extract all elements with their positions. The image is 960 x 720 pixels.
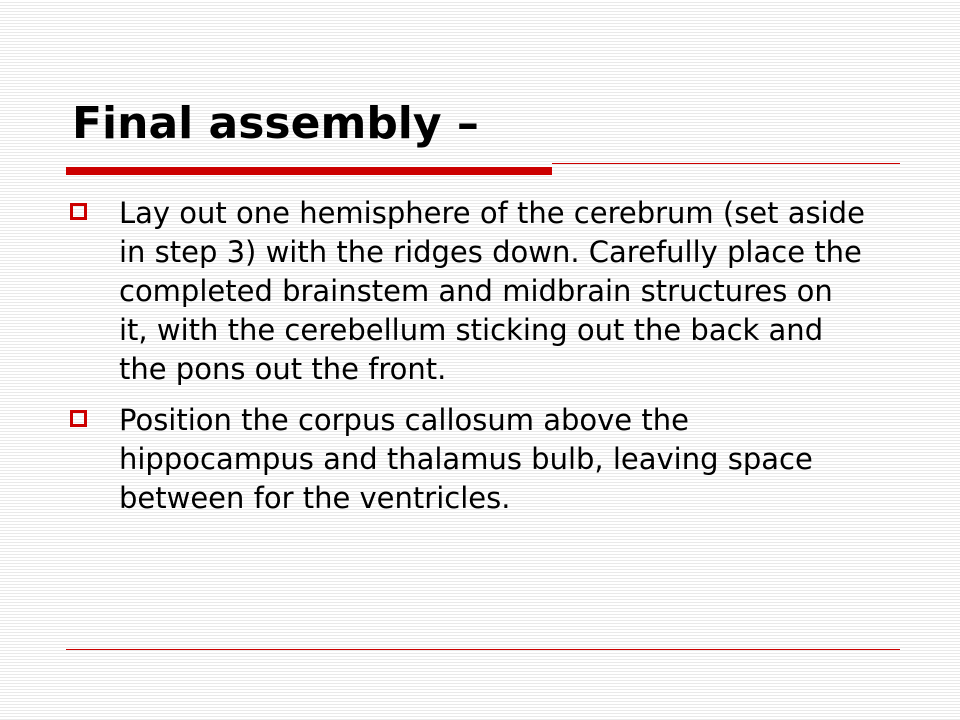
slide-title-dash: – [456, 98, 479, 149]
footer-divider-line [66, 649, 900, 650]
hollow-square-bullet-icon [70, 410, 87, 427]
hollow-square-bullet-icon [70, 203, 87, 220]
bullet-item [66, 401, 866, 518]
slide-title-text: Final assembly [72, 98, 442, 149]
title-divider-line [552, 163, 900, 164]
bullet-text: Position the corpus callosum above the hippocampus and thalamus bulb, leaving space between for the ventricles. [119, 403, 813, 515]
bullet-item [66, 194, 866, 389]
title-accent-bar [66, 167, 552, 175]
bullet-text: Lay out one hemisphere of the cerebrum (set aside in step 3) with the ridges down. Carefully place the completed brainstem and midbrain structures on it, with the cerebellum sticking out the back and the pons out the front. [119, 196, 865, 386]
slide-title [72, 96, 479, 152]
bullet-list [66, 194, 866, 530]
